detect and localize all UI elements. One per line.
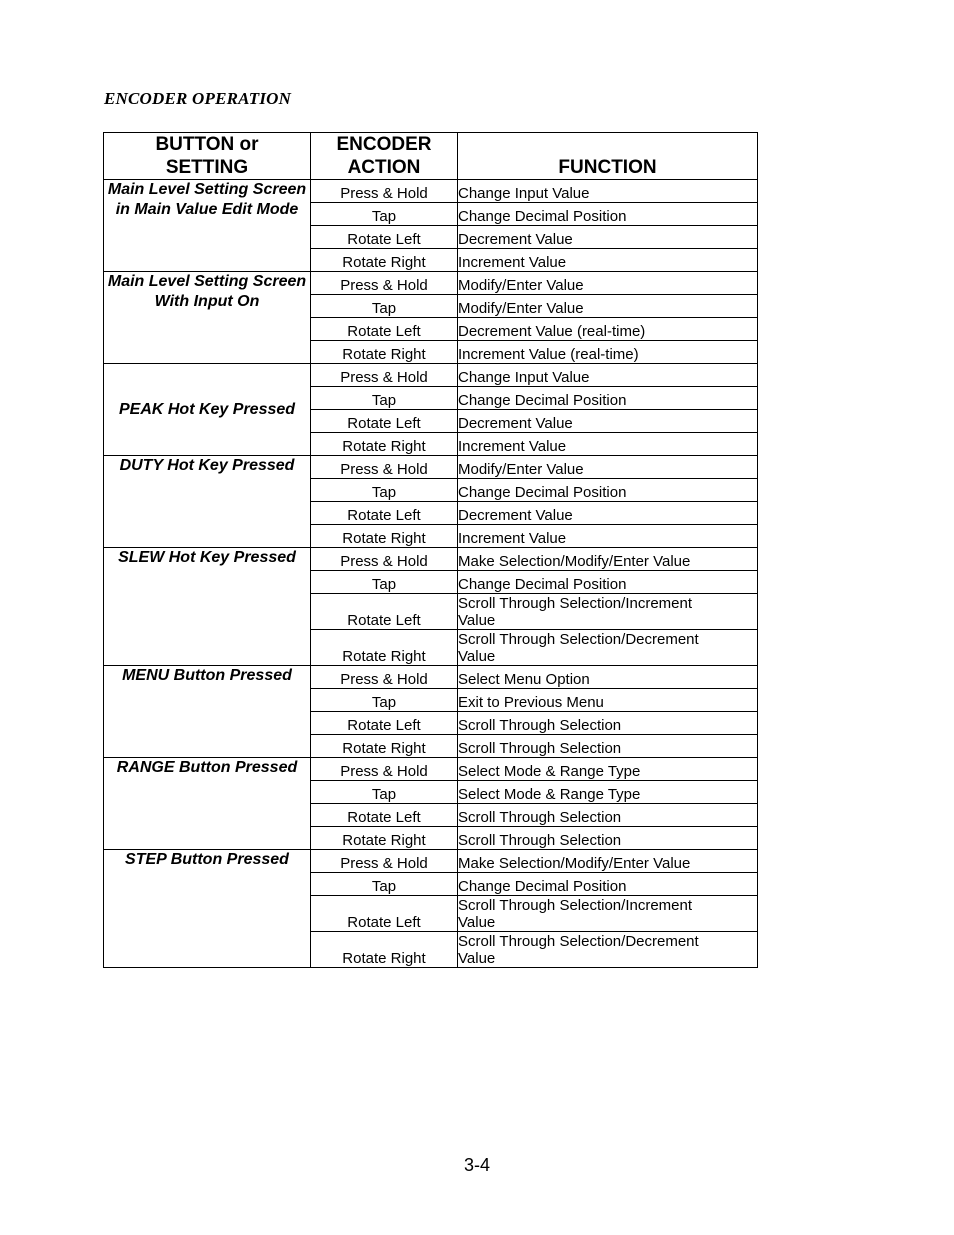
function-line: Value (458, 950, 496, 967)
action-cell: Press & Hold (311, 456, 458, 479)
group-label: Main Level Setting Screen in Main Value Edit Mode (104, 180, 311, 272)
function-line: Scroll Through Selection/Decrement (458, 631, 699, 648)
table-row (104, 180, 758, 203)
action-cell: Rotate Right (311, 827, 458, 850)
section-title: ENCODER OPERATION (104, 89, 292, 108)
function-cell (458, 594, 758, 630)
function-cell: Change Decimal Position (458, 387, 758, 410)
function-cell: Scroll Through Selection (458, 804, 758, 827)
action-cell: Rotate Left (311, 226, 458, 249)
action-cell: Rotate Right (311, 932, 458, 968)
action-cell: Rotate Right (311, 630, 458, 666)
action-cell: Press & Hold (311, 548, 458, 571)
action-cell: Rotate Right (311, 341, 458, 364)
function-cell: Increment Value (458, 525, 758, 548)
function-cell: Change Input Value (458, 364, 758, 387)
function-cell: Decrement Value (458, 410, 758, 433)
function-cell: Modify/Enter Value (458, 456, 758, 479)
action-cell: Tap (311, 203, 458, 226)
action-cell: Rotate Left (311, 804, 458, 827)
function-line: Scroll Through Selection/Increment (458, 595, 693, 612)
header-col1-line1: BUTTON or (155, 134, 259, 155)
function-cell: Change Decimal Position (458, 873, 758, 896)
action-cell: Press & Hold (311, 272, 458, 295)
page-number: 3-4 (463, 1155, 490, 1175)
action-cell: Rotate Right (311, 525, 458, 548)
group-label: RANGE Button Pressed (104, 758, 311, 850)
function-cell: Increment Value (real-time) (458, 341, 758, 364)
table-row (104, 364, 758, 387)
group-label: STEP Button Pressed (104, 850, 311, 968)
group-label: SLEW Hot Key Pressed (104, 548, 311, 666)
action-cell: Press & Hold (311, 666, 458, 689)
table-row (104, 548, 758, 571)
function-cell: Select Mode & Range Type (458, 781, 758, 804)
table-row (104, 456, 758, 479)
function-cell: Make Selection/Modify/Enter Value (458, 548, 758, 571)
function-cell: Scroll Through Selection (458, 735, 758, 758)
action-cell: Tap (311, 387, 458, 410)
function-cell: Change Input Value (458, 180, 758, 203)
function-cell: Exit to Previous Menu (458, 689, 758, 712)
header-col2-line2: ACTION (347, 157, 421, 178)
function-cell (458, 896, 758, 932)
function-cell: Decrement Value (458, 502, 758, 525)
header-col2-line1: ENCODER (336, 134, 432, 155)
action-cell: Rotate Left (311, 896, 458, 932)
action-cell: Press & Hold (311, 364, 458, 387)
action-cell: Tap (311, 479, 458, 502)
header-function (458, 133, 758, 180)
table-header-row (104, 133, 758, 180)
header-col1-line2: SETTING (165, 157, 249, 178)
function-line: Scroll Through Selection/Decrement (458, 933, 699, 950)
action-cell: Press & Hold (311, 758, 458, 781)
function-line: Value (458, 648, 496, 665)
group-label: Main Level Setting Screen With Input On (104, 272, 311, 364)
action-cell: Rotate Left (311, 410, 458, 433)
function-line: Value (458, 612, 496, 629)
action-cell: Rotate Right (311, 433, 458, 456)
action-cell: Tap (311, 689, 458, 712)
function-line: Value (458, 914, 496, 931)
group-label: MENU Button Pressed (104, 666, 311, 758)
action-cell: Rotate Right (311, 249, 458, 272)
encoder-operation-table (103, 132, 758, 968)
table-row (104, 758, 758, 781)
function-cell: Make Selection/Modify/Enter Value (458, 850, 758, 873)
action-cell: Rotate Left (311, 594, 458, 630)
function-cell: Change Decimal Position (458, 571, 758, 594)
group-label: PEAK Hot Key Pressed (104, 364, 311, 456)
action-cell: Rotate Left (311, 712, 458, 735)
action-cell: Tap (311, 781, 458, 804)
function-cell: Modify/Enter Value (458, 295, 758, 318)
action-cell: Tap (311, 571, 458, 594)
action-cell: Rotate Left (311, 502, 458, 525)
function-cell: Decrement Value (real-time) (458, 318, 758, 341)
table-row (104, 850, 758, 873)
header-encoder-action (311, 133, 458, 180)
function-cell: Change Decimal Position (458, 479, 758, 502)
function-cell: Increment Value (458, 433, 758, 456)
function-cell (458, 630, 758, 666)
table-row (104, 666, 758, 689)
header-button-or-setting (104, 133, 311, 180)
function-cell: Scroll Through Selection (458, 712, 758, 735)
function-cell: Decrement Value (458, 226, 758, 249)
function-cell: Select Mode & Range Type (458, 758, 758, 781)
function-line: Scroll Through Selection/Increment (458, 897, 693, 914)
action-cell: Press & Hold (311, 180, 458, 203)
function-cell (458, 932, 758, 968)
action-cell: Rotate Right (311, 735, 458, 758)
group-label: DUTY Hot Key Pressed (104, 456, 311, 548)
action-cell: Rotate Left (311, 318, 458, 341)
action-cell: Tap (311, 295, 458, 318)
action-cell: Tap (311, 873, 458, 896)
function-cell: Modify/Enter Value (458, 272, 758, 295)
table-row (104, 272, 758, 295)
header-col3: FUNCTION (558, 157, 657, 178)
action-cell: Press & Hold (311, 850, 458, 873)
function-cell: Select Menu Option (458, 666, 758, 689)
function-cell: Increment Value (458, 249, 758, 272)
function-cell: Scroll Through Selection (458, 827, 758, 850)
function-cell: Change Decimal Position (458, 203, 758, 226)
